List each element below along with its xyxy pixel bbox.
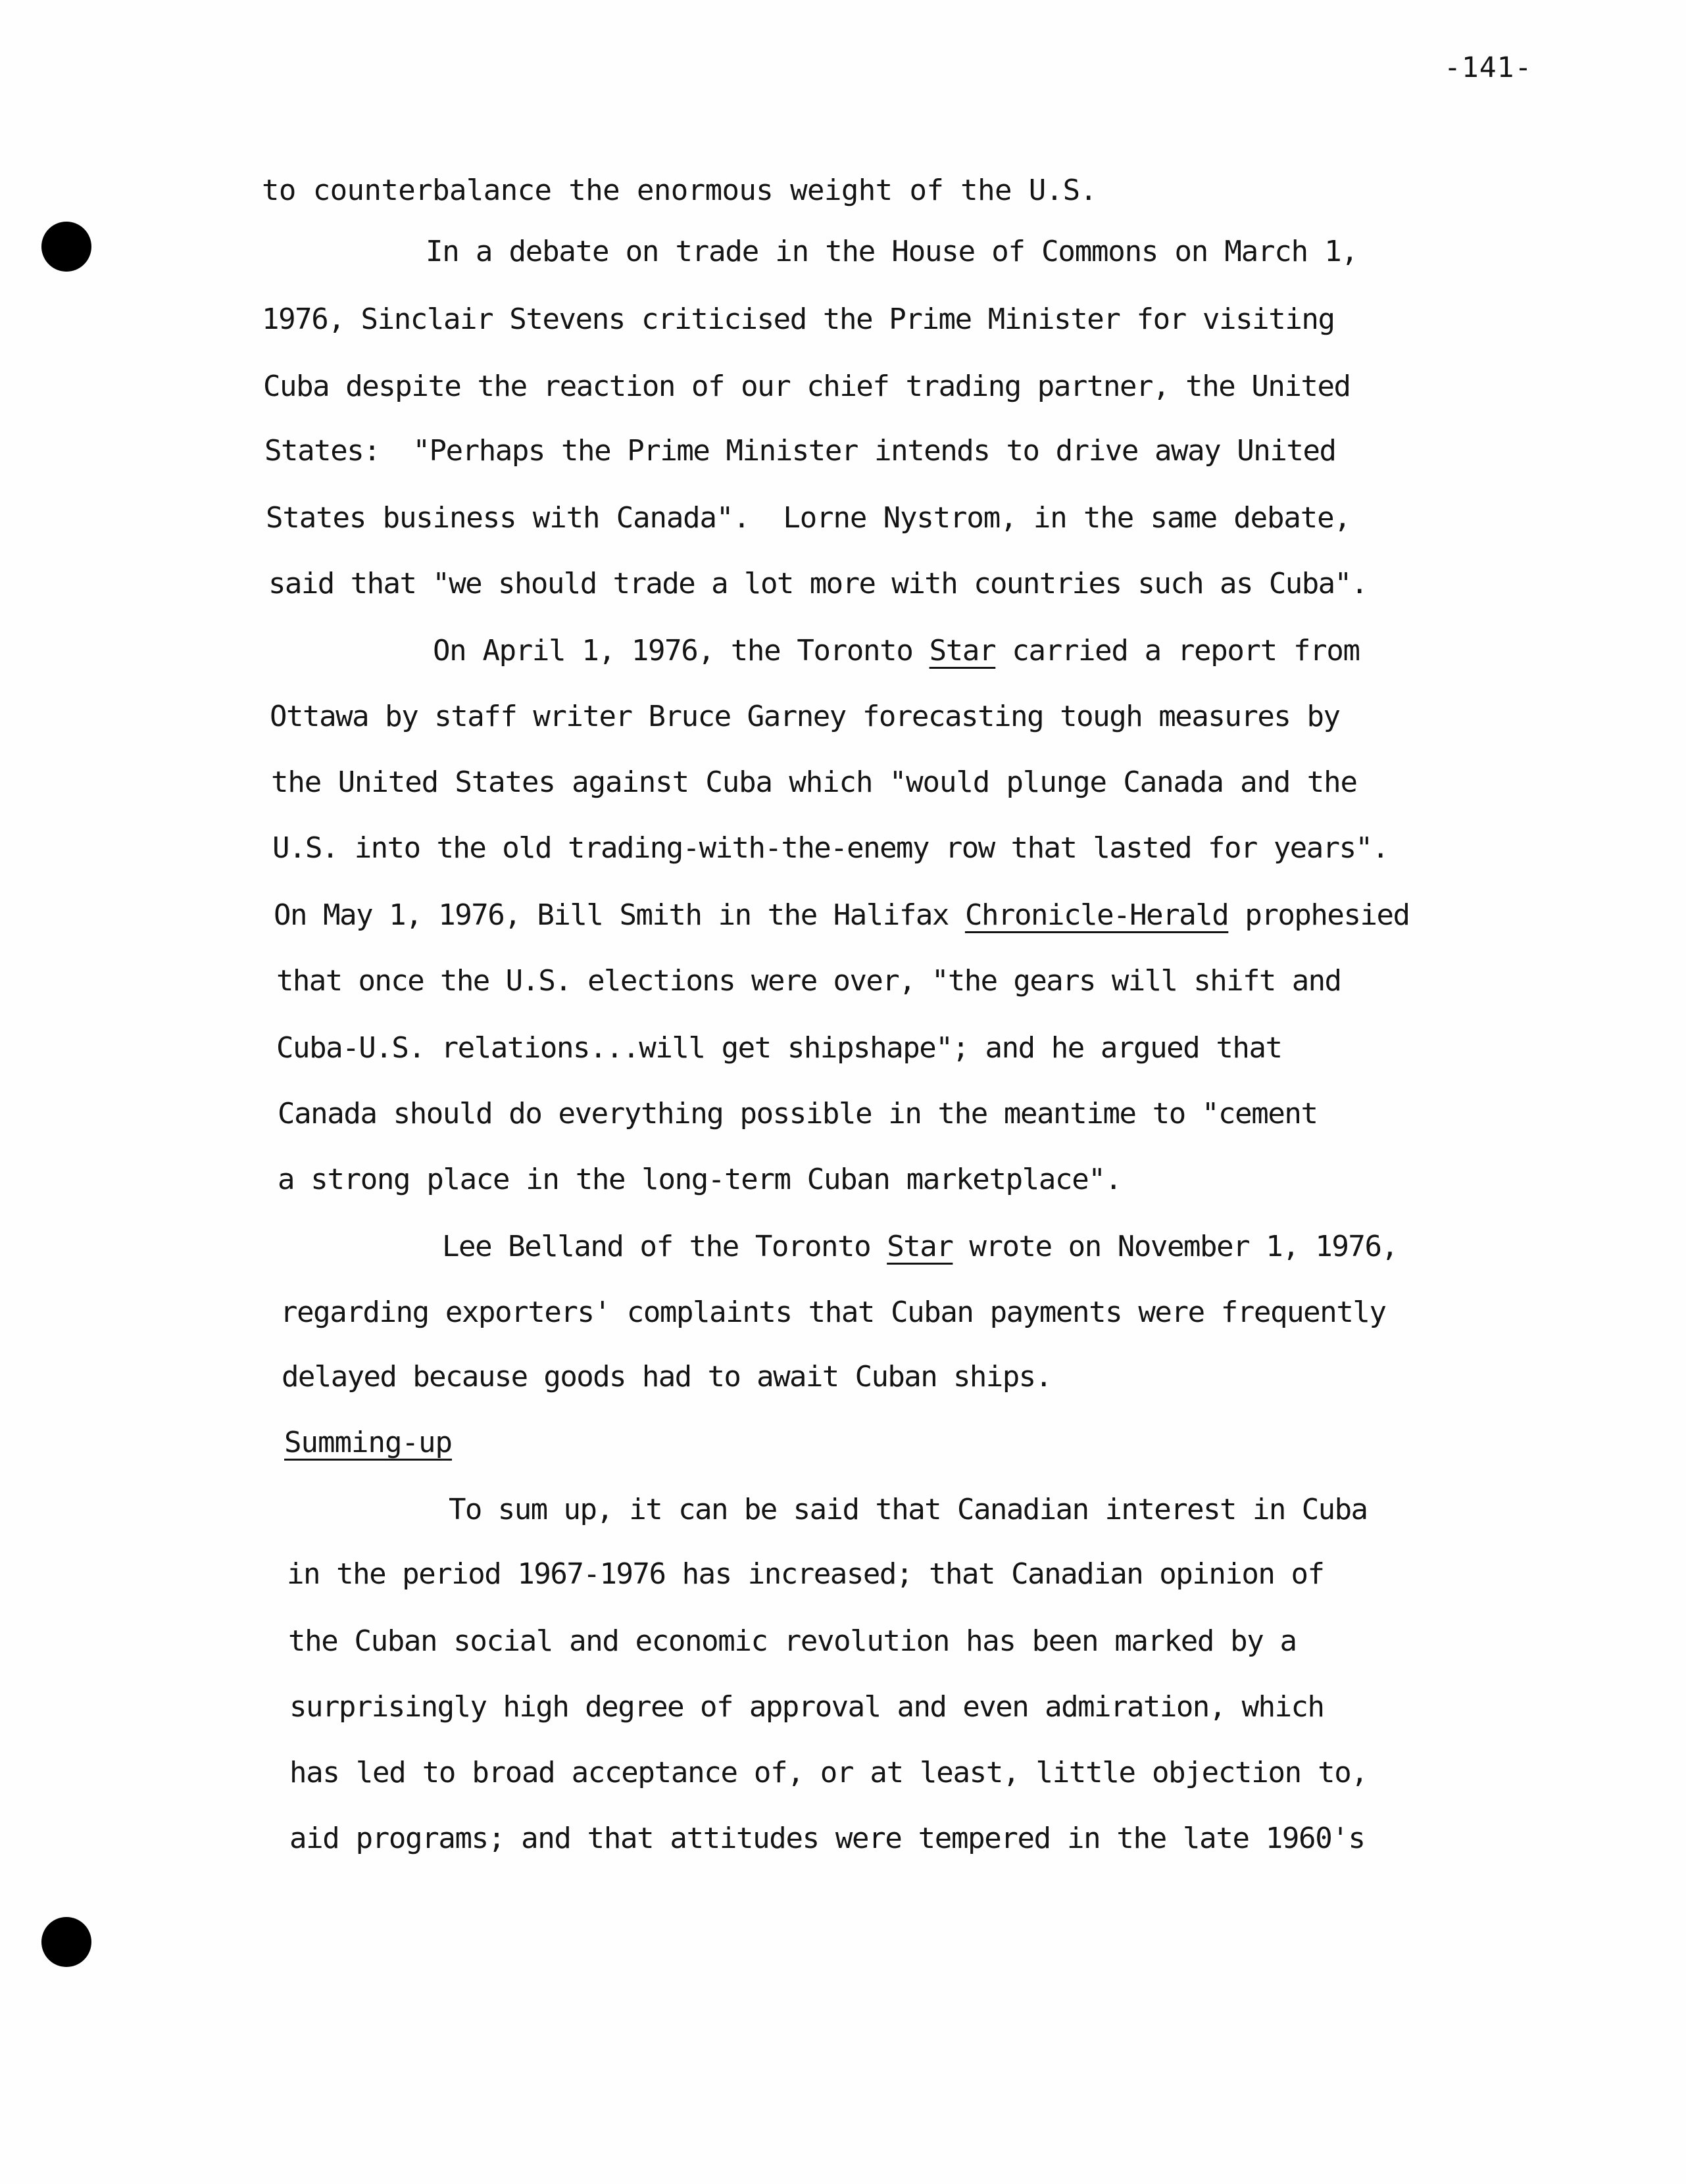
text-line: Canada should do everything possible in the meantime to "cement [278,1097,1318,1130]
text-line: in the period 1967-1976 has increased; that Canadian opinion of [287,1557,1324,1591]
newspaper-title-star: Star [929,634,996,667]
text-line: said that "we should trade a lot more with countries such as Cuba". [268,567,1368,600]
punch-hole-top [41,222,91,272]
text-line: On May 1, 1976, Bill Smith in the Halifax Chronicle-Herald prophesied [274,898,1410,932]
newspaper-title-star: Star [887,1230,953,1263]
text-line: Cuba despite the reaction of our chief trading partner, the United [263,370,1351,403]
text-line: On April 1, 1976, the Toronto Star carried a report from [433,634,1360,667]
text-line: to counterbalance the enormous weight of the U.S. [262,174,1097,207]
text-line: that once the U.S. elections were over, "the gears will shift and [276,964,1341,998]
punch-hole-bottom [41,1917,91,1967]
text-line: a strong place in the long-term Cuban marketplace". [278,1163,1122,1196]
text-line: 1976, Sinclair Stevens criticised the Prime Minister for visiting [262,303,1335,336]
text-line: aid programs; and that attitudes were tempered in the late 1960's [289,1822,1365,1855]
text-line: surprisingly high degree of approval and even admiration, which [289,1690,1324,1724]
text-line: To sum up, it can be said that Canadian interest in Cuba [449,1493,1368,1526]
text-line: States business with Canada". Lorne Nystrom, in the same debate, [266,501,1351,535]
text-line: Cuba-U.S. relations...will get shipshape"; and he argued that [276,1031,1282,1065]
text-line: In a debate on trade in the House of Commons on March 1, [426,235,1358,268]
text-line: delayed because goods had to await Cuban ships. [282,1360,1052,1394]
section-heading: Summing-up [284,1426,453,1459]
text-line: the United States against Cuba which "would plunge Canada and the [271,765,1357,799]
page-number: -141- [1444,51,1533,84]
newspaper-title-chronicle-herald: Chronicle-Herald [964,898,1229,932]
text-line: has led to broad acceptance of, or at least, little objection to, [289,1756,1368,1789]
text-line: Ottawa by staff writer Bruce Garney forecasting tough measures by [270,700,1340,733]
text-line: regarding exporters' complaints that Cuban payments were frequently [280,1296,1386,1329]
text-line: States: "Perhaps the Prime Minister intends to drive away United [264,434,1336,468]
text-line: the Cuban social and economic revolution has been marked by a [288,1624,1297,1658]
text-line: Lee Belland of the Toronto Star wrote on November 1, 1976, [442,1230,1398,1263]
text-line: U.S. into the old trading-with-the-enemy row that lasted for years". [272,831,1389,865]
